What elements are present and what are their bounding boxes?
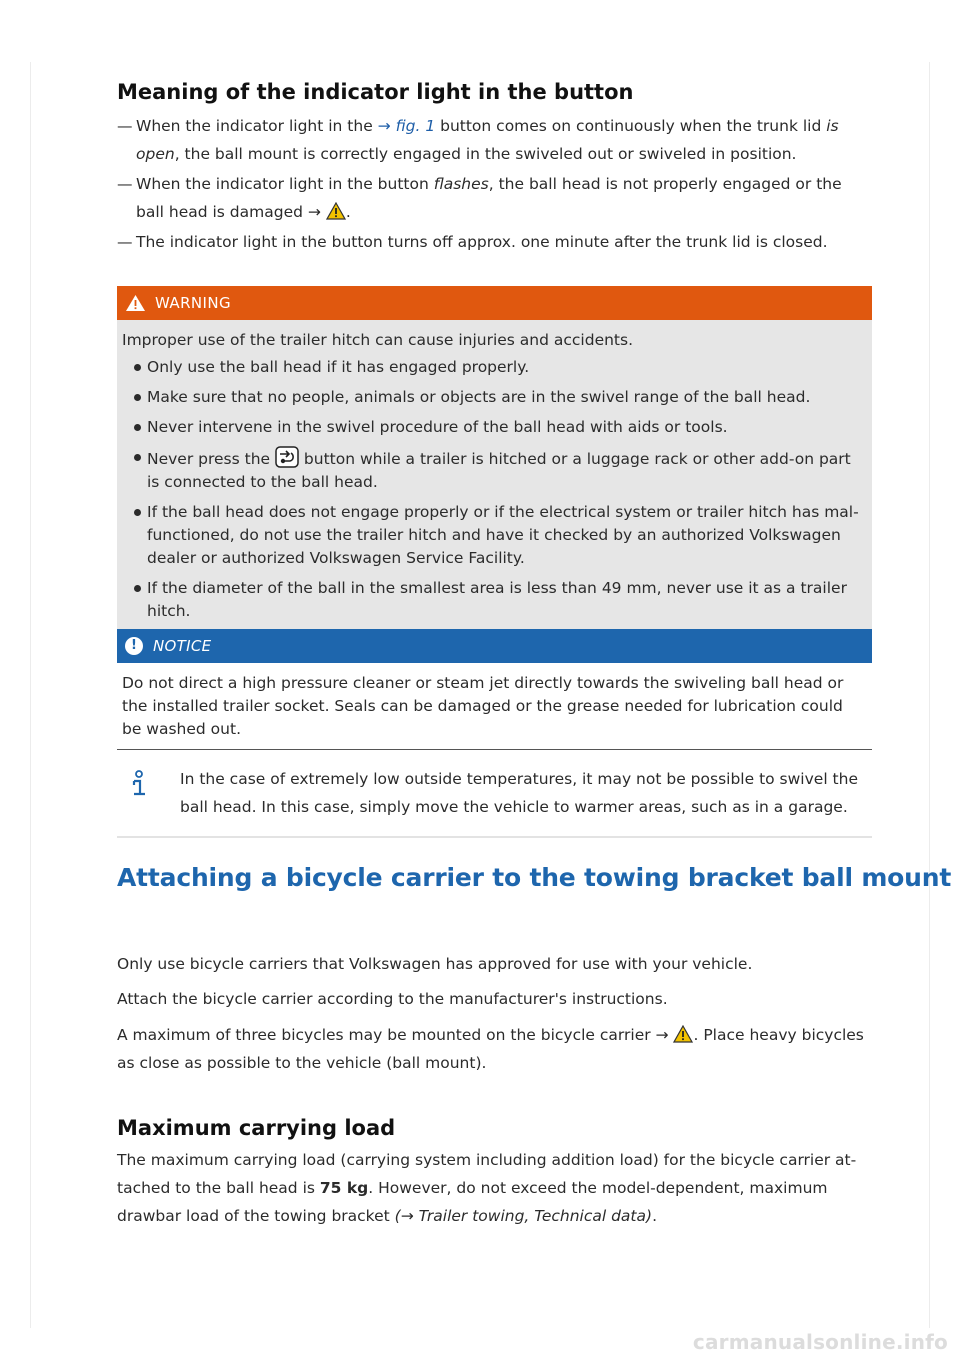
paragraph-text: tached to the ball head is — [117, 1179, 320, 1197]
item-text: When the indicator light in the button — [136, 175, 434, 193]
warning-header — [117, 286, 872, 320]
notice-header — [117, 629, 872, 663]
cross-reference-link[interactable] — [395, 1207, 652, 1225]
warning-lead: Improper use of the trailer hitch can cause injuries and accidents. — [122, 331, 634, 349]
trailer-button-icon — [275, 446, 299, 468]
item-emphasis: is — [826, 117, 839, 135]
cross-reference-label: Trailer towing, Technical data) — [413, 1207, 653, 1225]
warning-triangle-icon — [125, 294, 146, 312]
item-emphasis: flashes — [433, 175, 489, 193]
item-text: When the indicator light in the — [136, 117, 378, 135]
item-text: button comes on continuously when the trunk lid — [435, 117, 827, 135]
warning-bullet: If the diameter of the ball in the smallest area is less than 49 mm, never use it as a trailer hitch. — [122, 577, 862, 623]
tip-icon — [131, 770, 147, 798]
list-dash: — — [117, 117, 133, 135]
warning-panel — [117, 286, 872, 632]
item-emphasis: open — [136, 145, 175, 163]
page-frame-left — [30, 62, 31, 1328]
paragraph-text: . However, do not exceed the model-dependent, maximum — [368, 1179, 828, 1197]
figure-reference-label: fig. 1 — [395, 117, 436, 135]
warning-bullet: Only use the ball head if it has engaged properly. — [122, 356, 862, 379]
warning-triangle-icon[interactable] — [673, 1025, 693, 1043]
warning-bullet: Make sure that no people, animals or objects are in the swivel range of the ball head. — [122, 386, 862, 409]
tip-text-line: In the case of extremely low outside temperatures, it may not be possible to swivel the — [180, 770, 858, 788]
section-heading-max-load: Maximum carrying load — [117, 1116, 396, 1140]
list-item — [117, 170, 857, 226]
warning-bullet: Never intervene in the swivel procedure of the ball head with aids or tools. — [122, 416, 862, 439]
list-item — [117, 228, 857, 256]
paren: ( — [394, 1207, 401, 1225]
paragraph-text: . Place heavy bicycles — [693, 1026, 864, 1044]
section-heading-indicator-light: Meaning of the indicator light in the button — [117, 80, 634, 104]
arrow-right-icon: → — [655, 1026, 669, 1044]
section-divider — [117, 836, 872, 838]
warning-title: WARNING — [155, 294, 231, 312]
arrow-right-icon: → — [377, 117, 391, 135]
section-heading-bicycle-carrier: Attaching a bicycle carrier to the towing bracket ball mount — [117, 863, 952, 892]
list-item — [117, 112, 857, 168]
arrow-right-icon: → — [400, 1207, 414, 1225]
paragraph-text: drawbar load of the towing bracket — [117, 1207, 395, 1225]
figure-reference-link[interactable] — [378, 117, 436, 135]
paragraph-text: A maximum of three bicycles may be mounted on the bicycle carrier — [117, 1026, 656, 1044]
paragraph-text: The maximum carrying load (carrying system including addition load) for the bicycle carrier at- — [117, 1151, 857, 1169]
paragraph-text: . — [652, 1207, 657, 1225]
paragraph: Only use bicycle carriers that Volkswagen has approved for use with your vehicle. — [117, 955, 753, 973]
exclamation-icon: ! — [125, 637, 143, 655]
warning-body — [117, 320, 872, 632]
arrow-right-icon: → — [307, 203, 321, 221]
item-text: , the ball head is not properly engaged or the — [488, 175, 842, 193]
paragraph: Attach the bicycle carrier according to the manufacturer's instructions. — [117, 990, 668, 1008]
list-dash: — — [117, 233, 133, 251]
bullet-text: Never press the — [147, 450, 275, 468]
warning-triangle-icon[interactable] — [326, 202, 346, 220]
item-text: , the ball mount is correctly engaged in the swiveled out or swiveled in position. — [174, 145, 797, 163]
warning-bullet — [122, 446, 862, 494]
item-text: The indicator light in the button turns off approx. one minute after the trunk lid is closed. — [136, 233, 828, 251]
tip-text-line: ball head. In this case, simply move the vehicle to warmer areas, such as in a garage. — [180, 798, 848, 816]
item-text: . — [345, 203, 351, 221]
bullet-text: button while a trailer is hitched or a luggage rack or other add-on part is connected to the ball head. — [147, 450, 851, 491]
list-dash: — — [117, 175, 133, 193]
load-value: 75 kg — [319, 1179, 369, 1197]
item-text: ball head is damaged — [136, 203, 308, 221]
warning-bullet: If the ball head does not engage properly or if the electrical system or trailer hitch has mal-functioned, do not use the trailer hitch and have it checked by an authorized Volkswagen dealer or authorized Volkswagen Service Facility. — [122, 501, 862, 570]
watermark: carmanualsonline.info — [692, 1330, 948, 1354]
notice-body: Do not direct a high pressure cleaner or steam jet directly towards the swiveling ball head or the installed trailer socket. Seals can be damaged or the grease needed for lubrication could be washed out. — [117, 663, 872, 750]
page-frame-right — [929, 62, 930, 1328]
notice-panel — [117, 629, 872, 750]
paragraph — [117, 1146, 872, 1230]
paragraph-text: as close as possible to the vehicle (ball mount). — [117, 1054, 487, 1072]
notice-title: NOTICE — [153, 637, 212, 655]
paragraph — [117, 1021, 872, 1077]
